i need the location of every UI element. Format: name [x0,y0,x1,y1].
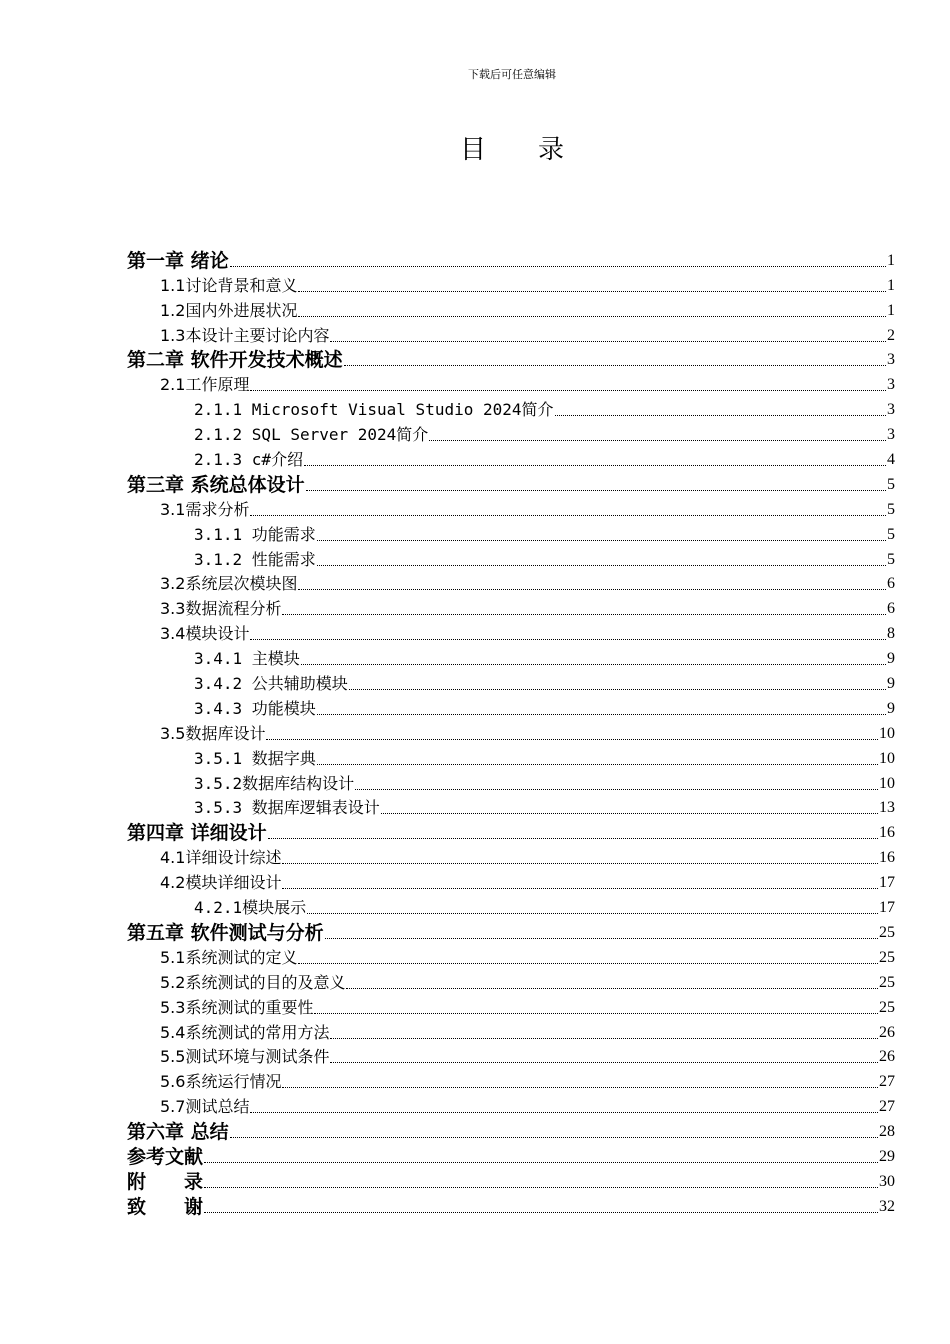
toc-entry-label: 5.4系统测试的常用方法 [160,1022,330,1042]
toc-section-entry[interactable] [127,298,895,323]
toc-entry-label: 3.3数据流程分析 [160,599,282,619]
dot-leader [330,341,886,342]
toc-entry-label: 第五章 软件测试与分析 [127,921,324,944]
toc-section-entry[interactable] [127,671,895,696]
toc-chapter-entry[interactable] [127,348,895,373]
toc-entry-page-number: 3 [887,426,895,444]
toc-entry-label: 3.1.2 性能需求 [194,549,316,569]
toc-chapter-entry[interactable] [127,248,895,273]
toc-entry-page-number: 9 [887,699,895,717]
toc-entry-page-number: 27 [879,1098,895,1116]
toc-entry-page-number: 17 [879,899,895,917]
dot-leader [204,1187,878,1188]
dot-leader [298,291,886,292]
toc-entry-label: 3.5.2数据库结构设计 [194,773,355,793]
toc-section-entry[interactable] [127,572,895,597]
toc-entry-label: 参考文献 [127,1145,204,1168]
page-header: 下载后可任意编辑 [468,68,556,81]
toc-section-entry[interactable] [127,447,895,472]
dot-leader [282,614,886,615]
toc-entry-label: 第四章 详细设计 [127,822,267,845]
toc-chapter-entry[interactable] [127,1144,895,1169]
toc-entry-label: 3.4.1 主模块 [194,649,300,669]
dot-leader [282,1087,878,1088]
toc-entry-page-number: 10 [879,724,895,742]
toc-section-entry[interactable] [127,696,895,721]
toc-section-entry[interactable] [127,372,895,397]
toc-chapter-entry[interactable] [127,920,895,945]
toc-section-entry[interactable] [127,522,895,547]
toc-entry-page-number: 9 [887,650,895,668]
toc-section-entry[interactable] [127,646,895,671]
toc-entry-label: 2.1.3 c#介绍 [194,450,304,470]
toc-entry-page-number: 6 [887,600,895,618]
toc-section-entry[interactable] [127,746,895,771]
dot-leader [306,490,886,491]
toc-entry-label: 5.6系统运行情况 [160,1072,282,1092]
toc-entry-page-number: 1 [887,301,895,319]
toc-entry-page-number: 8 [887,625,895,643]
toc-entry-label: 3.2系统层次模块图 [160,574,298,594]
dot-leader [298,589,886,590]
toc-entry-label: 3.4.3 功能模块 [194,698,316,718]
toc-entry-page-number: 4 [887,451,895,469]
toc-entry-page-number: 6 [887,575,895,593]
toc-section-entry[interactable] [127,771,895,796]
table-of-contents [127,248,895,1219]
toc-entry-page-number: 26 [879,1048,895,1066]
toc-entry-label: 3.4.2 公共辅助模块 [194,674,348,694]
toc-entry-label: 附 录 [127,1170,204,1193]
toc-entry-page-number: 32 [879,1197,895,1215]
toc-entry-page-number: 3 [887,401,895,419]
toc-entry-page-number: 28 [879,1123,895,1141]
toc-entry-page-number: 25 [879,948,895,966]
toc-section-entry[interactable] [127,796,895,821]
dot-leader [317,764,878,765]
toc-entry-page-number: 1 [887,251,895,269]
toc-section-entry[interactable] [127,1069,895,1094]
toc-entry-page-number: 26 [879,1023,895,1041]
dot-leader [282,888,878,889]
toc-entry-page-number: 30 [879,1172,895,1190]
toc-entry-label: 第二章 软件开发技术概述 [127,349,343,372]
toc-entry-label: 1.3本设计主要讨论内容 [160,325,330,345]
toc-entry-label: 1.2国内外进展状况 [160,300,298,320]
dot-leader [429,440,886,441]
toc-chapter-entry[interactable] [127,1119,895,1144]
toc-entry-label: 3.5.3 数据库逻辑表设计 [194,798,380,818]
toc-section-entry[interactable] [127,945,895,970]
toc-entry-label: 3.4模块设计 [160,624,250,644]
dot-leader [304,465,886,466]
toc-entry-label: 4.2模块详细设计 [160,873,282,893]
toc-entry-page-number: 25 [879,973,895,991]
toc-section-entry[interactable] [127,497,895,522]
toc-entry-page-number: 13 [879,799,895,817]
toc-entry-label: 2.1.2 SQL Server 2024简介 [194,425,429,445]
dot-leader [268,838,878,839]
dot-leader [355,789,878,790]
dot-leader [317,565,886,566]
dot-leader [344,365,886,366]
toc-entry-page-number: 16 [879,849,895,867]
toc-section-entry[interactable] [127,621,895,646]
toc-entry-page-number: 5 [887,500,895,518]
toc-section-entry[interactable] [127,895,895,920]
toc-chapter-entry[interactable] [127,1169,895,1194]
toc-entry-page-number: 10 [879,749,895,767]
dot-leader [301,664,886,665]
toc-section-entry[interactable] [127,547,895,572]
dot-leader [230,266,886,267]
toc-entry-page-number: 29 [879,1147,895,1165]
toc-entry-label: 致 谢 [127,1195,204,1218]
dot-leader [230,1137,878,1138]
toc-chapter-entry[interactable] [127,472,895,497]
toc-entry-label: 4.1详细设计综述 [160,848,282,868]
toc-section-entry[interactable] [127,721,895,746]
toc-entry-label: 第一章 绪论 [127,249,229,272]
toc-section-entry[interactable] [127,323,895,348]
toc-entry-page-number: 3 [887,376,895,394]
toc-entry-page-number: 16 [879,824,895,842]
toc-section-entry[interactable] [127,273,895,298]
toc-entry-page-number: 27 [879,1073,895,1091]
dot-leader [250,515,886,516]
toc-section-entry[interactable] [127,397,895,422]
dot-leader [381,813,878,814]
toc-entry-label: 5.2系统测试的目的及意义 [160,972,346,992]
dot-leader [298,316,886,317]
toc-entry-label: 3.5.1 数据字典 [194,748,316,768]
toc-entry-label: 5.3系统测试的重要性 [160,997,314,1017]
toc-entry-label: 5.1系统测试的定义 [160,947,298,967]
toc-entry-page-number: 25 [879,998,895,1016]
toc-section-entry[interactable] [127,1020,895,1045]
dot-leader [250,1112,878,1113]
toc-entry-label: 2.1工作原理 [160,375,250,395]
toc-entry-label: 3.1.1 功能需求 [194,524,316,544]
toc-chapter-entry[interactable] [127,1194,895,1219]
dot-leader [204,1212,878,1213]
dot-leader [204,1162,878,1163]
toc-entry-label: 第三章 系统总体设计 [127,473,305,496]
dot-leader [317,540,886,541]
toc-section-entry[interactable] [127,1045,895,1070]
dot-leader [250,639,886,640]
toc-entry-page-number: 5 [887,550,895,568]
dot-leader [282,863,878,864]
toc-entry-page-number: 25 [879,923,895,941]
toc-entry-page-number: 9 [887,675,895,693]
toc-entry-label: 5.5测试环境与测试条件 [160,1047,330,1067]
toc-entry-page-number: 5 [887,475,895,493]
toc-entry-page-number: 2 [887,326,895,344]
toc-entry-label: 5.7测试总结 [160,1097,250,1117]
toc-entry-label: 第六章 总结 [127,1121,229,1144]
toc-entry-page-number: 17 [879,874,895,892]
toc-section-entry[interactable] [127,970,895,995]
page-title: 目 录 [459,135,564,165]
dot-leader [250,390,886,391]
dot-leader [317,714,886,715]
dot-leader [325,938,878,939]
dot-leader [330,1038,878,1039]
toc-entry-page-number: 1 [887,276,895,294]
toc-section-entry[interactable] [127,422,895,447]
toc-entry-page-number: 10 [879,774,895,792]
dot-leader [314,1013,878,1014]
dot-leader [330,1062,878,1063]
toc-chapter-entry[interactable] [127,820,895,845]
dot-leader [555,415,886,416]
toc-section-entry[interactable] [127,596,895,621]
dot-leader [266,739,878,740]
dot-leader [349,689,886,690]
toc-section-entry[interactable] [127,995,895,1020]
toc-entry-label: 3.1需求分析 [160,499,250,519]
dot-leader [298,963,878,964]
toc-entry-label: 1.1讨论背景和意义 [160,275,298,295]
toc-section-entry[interactable] [127,1094,895,1119]
toc-section-entry[interactable] [127,845,895,870]
toc-entry-page-number: 3 [887,351,895,369]
toc-entry-label: 2.1.1 Microsoft Visual Studio 2024简介 [194,400,554,420]
toc-entry-page-number: 5 [887,525,895,543]
dot-leader [346,988,878,989]
toc-entry-label: 3.5数据库设计 [160,723,266,743]
toc-section-entry[interactable] [127,870,895,895]
dot-leader [307,913,878,914]
toc-entry-label: 4.2.1模块展示 [194,898,307,918]
